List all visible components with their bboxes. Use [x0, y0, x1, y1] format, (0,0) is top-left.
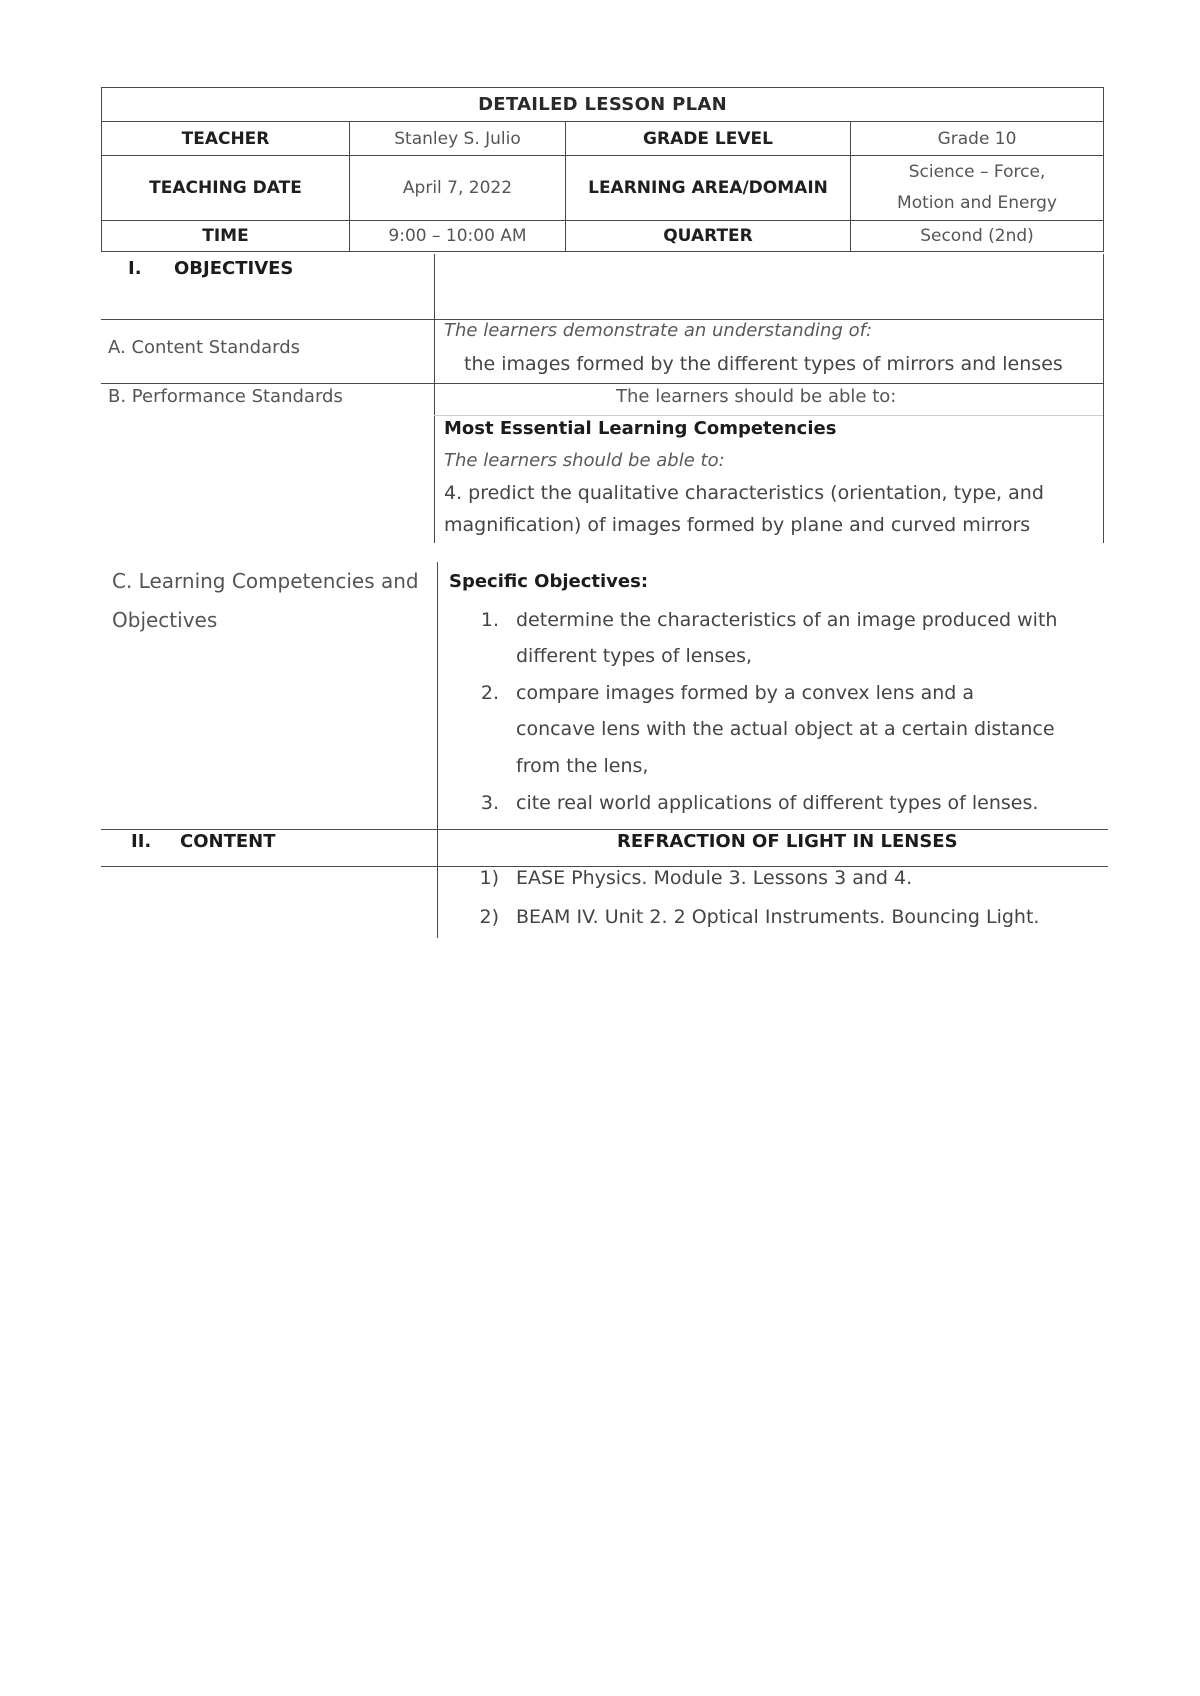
melc-line-1: 4. predict the qualitative characteristics (orientation, type, and: [444, 482, 1044, 504]
objectives-heading: OBJECTIVES: [174, 258, 294, 279]
melc-line-2: magnification) of images formed by plane and curved mirrors: [444, 514, 1031, 536]
content-standards-text: the images formed by the different types of mirrors and lenses: [464, 353, 1063, 375]
specific-objective-2-line1: compare images formed by a convex lens and a: [516, 682, 975, 704]
content-standards-label: A. Content Standards: [108, 337, 301, 358]
reference-number: 2): [479, 906, 499, 928]
competencies-label-line1: C. Learning Competencies and: [112, 569, 419, 593]
reference-1-text: EASE Physics. Module 3. Lessons 3 and 4.: [516, 867, 913, 889]
learning-area-value: [851, 156, 1104, 221]
reference-2-text: BEAM IV. Unit 2. 2 Optical Instruments. Bouncing Light.: [516, 906, 1040, 928]
specific-objective-1-line2: different types of lenses,: [516, 645, 753, 667]
specific-objective-1-line1: determine the characteristics of an image produced with: [516, 609, 1058, 631]
teacher-value: Stanley S. Julio: [350, 122, 566, 156]
content-topic: REFRACTION OF LIGHT IN LENSES: [617, 831, 958, 852]
grade-level-value: Grade 10: [851, 122, 1104, 156]
document-title: DETAILED LESSON PLAN: [102, 88, 1104, 122]
objectives-column-divider: [434, 254, 435, 543]
time-value: 9:00 – 10:00 AM: [350, 221, 566, 252]
performance-standards-top-line: [101, 383, 1103, 384]
reference-number: 1): [479, 867, 499, 889]
learning-area-value-line2: Motion and Energy: [897, 193, 1057, 213]
melc-intro: The learners should be able to:: [444, 450, 725, 471]
teaching-date-value: April 7, 2022: [350, 156, 566, 221]
objectives-numeral: I.: [128, 258, 142, 279]
time-label: TIME: [102, 221, 350, 252]
learning-area-label: LEARNING AREA/DOMAIN: [566, 156, 851, 221]
quarter-label: QUARTER: [566, 221, 851, 252]
specific-objective-number: 2.: [480, 682, 499, 704]
specific-objectives-heading: Specific Objectives:: [449, 571, 649, 592]
specific-objective-3-line1: cite real world applications of different types of lenses.: [516, 792, 1039, 814]
specific-objective-number: 1.: [480, 609, 499, 631]
melc-heading: Most Essential Learning Competencies: [444, 418, 837, 439]
performance-standards-label: B. Performance Standards: [108, 386, 343, 407]
teacher-label: TEACHER: [102, 122, 350, 156]
melc-top-line: [434, 415, 1103, 416]
teaching-date-label: TEACHING DATE: [102, 156, 350, 221]
content-standards-intro: The learners demonstrate an understanding of:: [444, 320, 873, 341]
content-numeral: II.: [131, 831, 152, 852]
objectives-right-border: [1103, 254, 1104, 543]
content-heading: CONTENT: [180, 831, 276, 852]
competencies-column-divider: [437, 562, 438, 938]
content-section-top-line: [101, 829, 1108, 830]
competencies-label-line2: Objectives: [112, 608, 218, 632]
quarter-value: Second (2nd): [851, 221, 1104, 252]
specific-objective-number: 3.: [480, 792, 499, 814]
grade-level-label: GRADE LEVEL: [566, 122, 851, 156]
specific-objective-2-line2: concave lens with the actual object at a certain distance: [516, 718, 1055, 740]
performance-standards-text: The learners should be able to:: [616, 386, 897, 407]
lesson-plan-header-table: [101, 87, 1104, 252]
learning-area-value-line1: Science – Force,: [908, 162, 1046, 182]
specific-objective-2-line3: from the lens,: [516, 755, 649, 777]
